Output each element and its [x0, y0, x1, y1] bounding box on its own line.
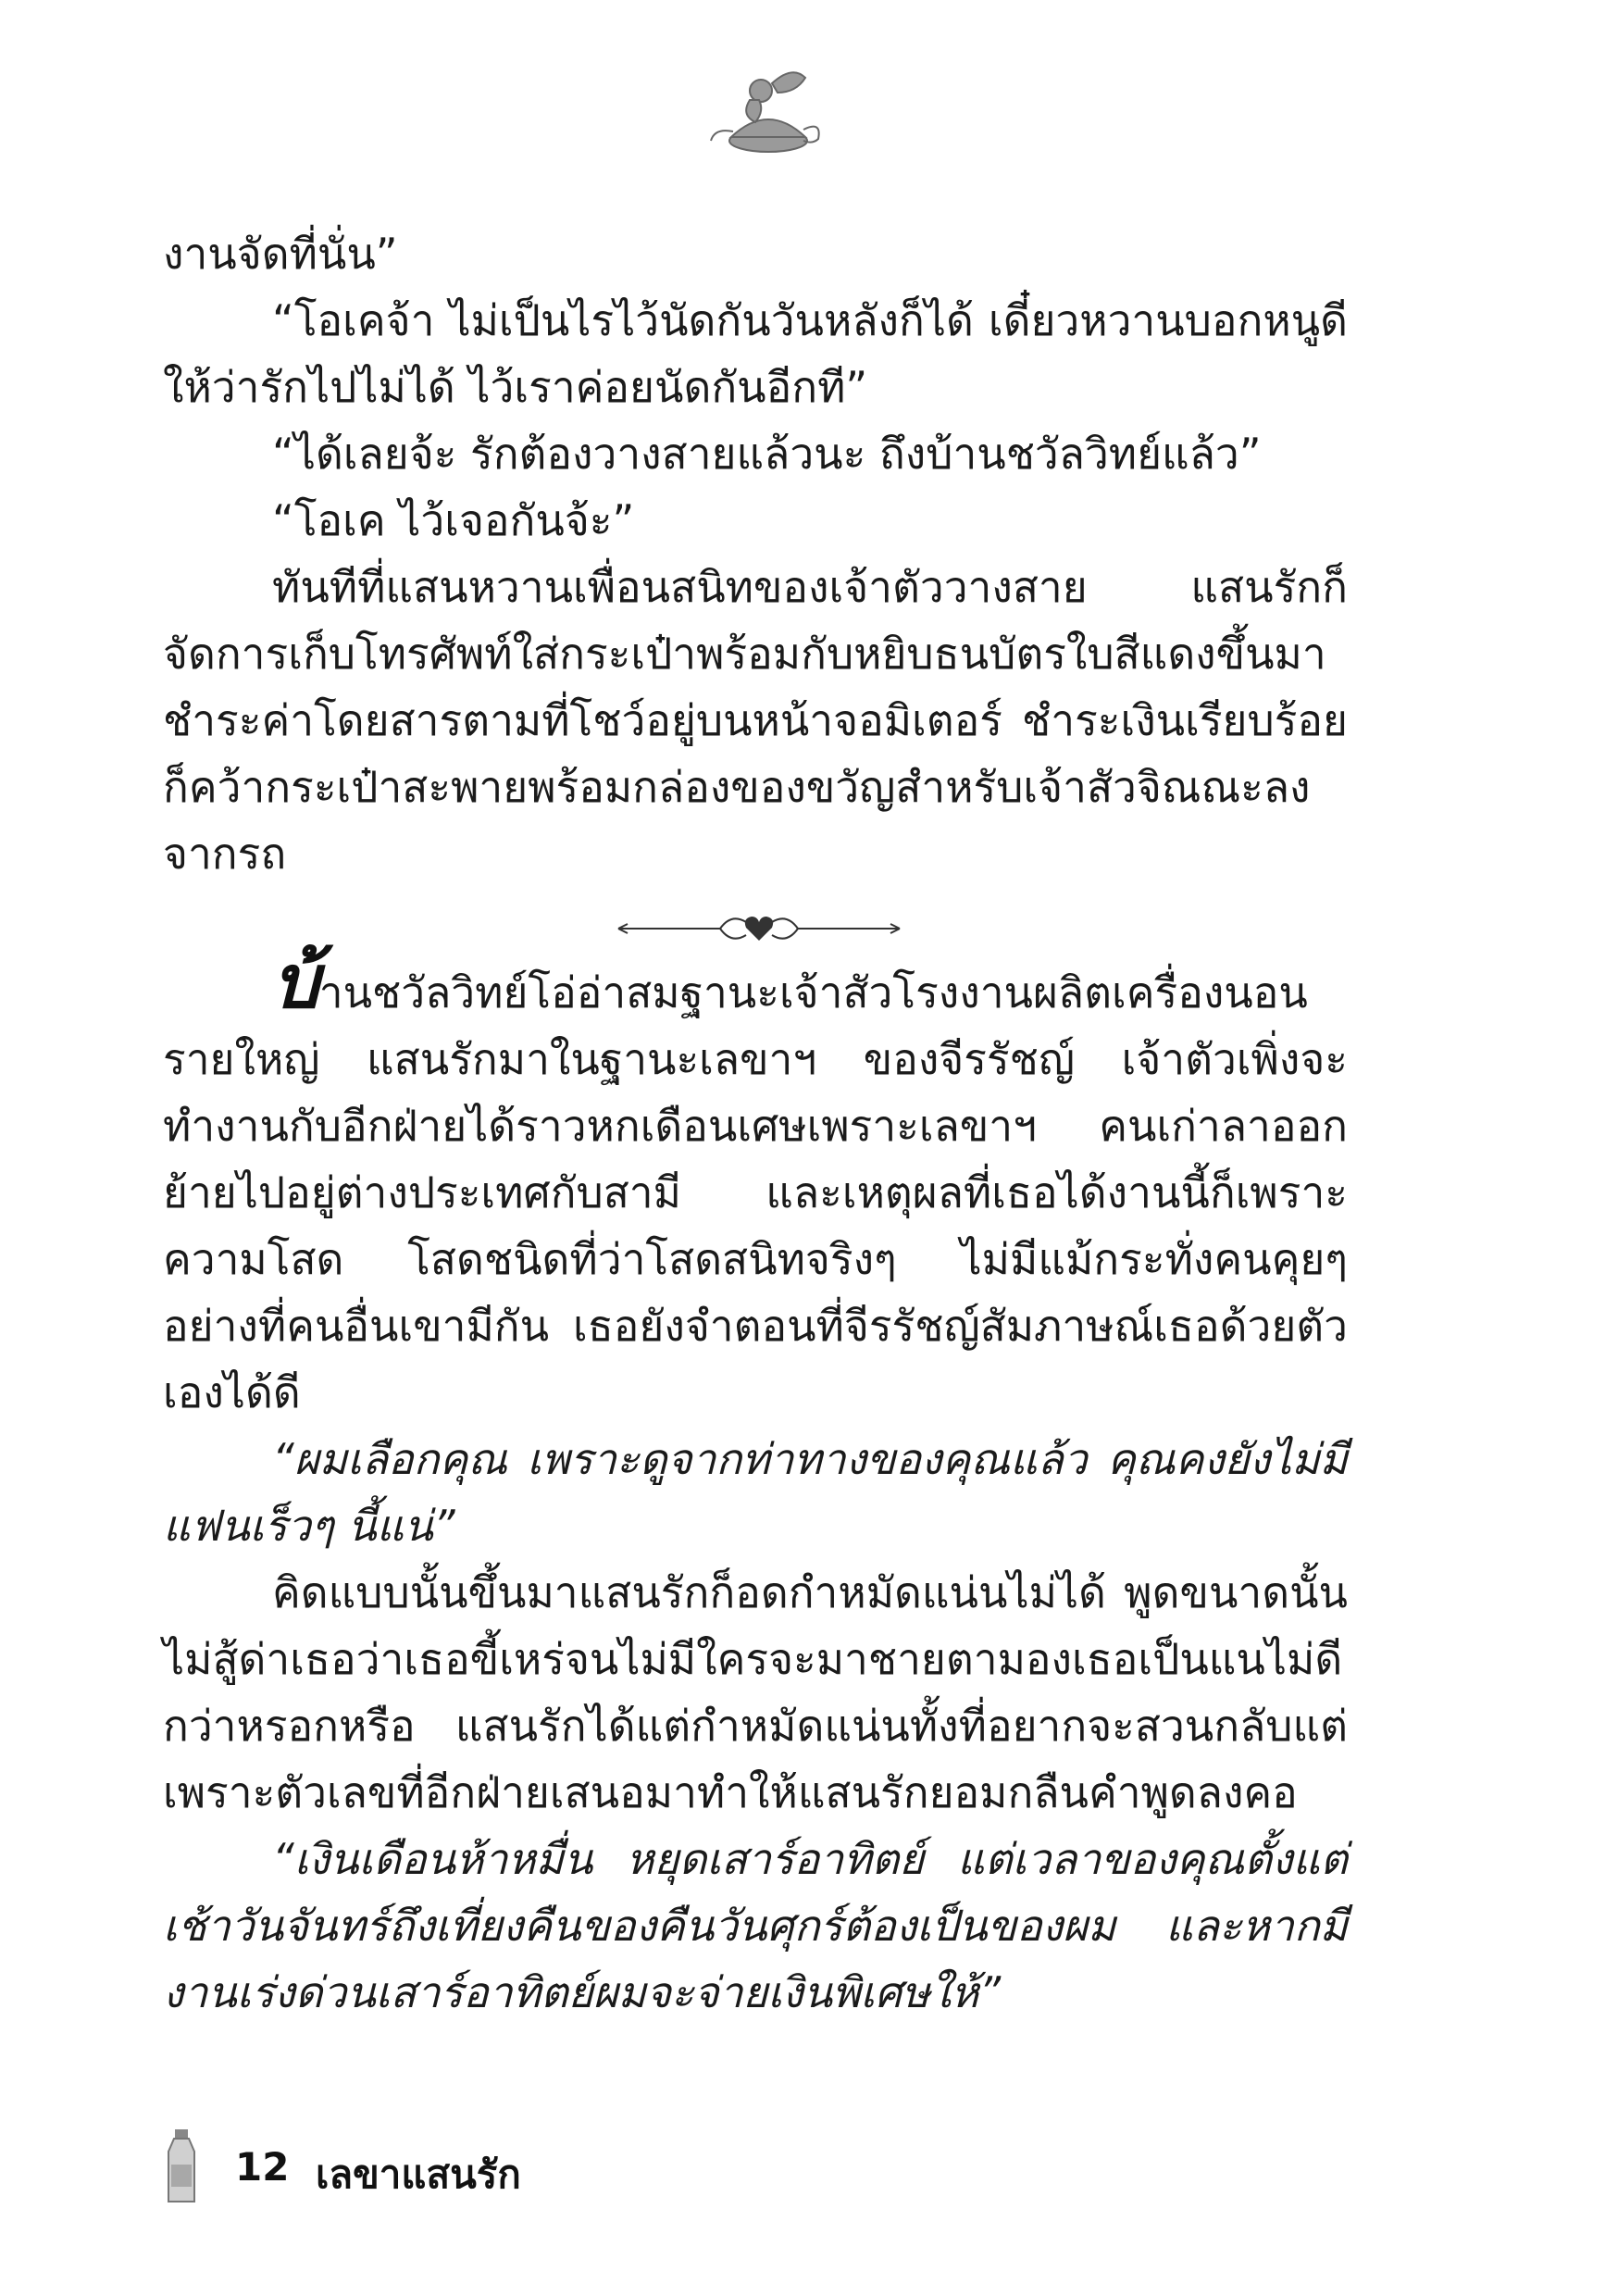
paragraph-text: านชวัลวิทย์โอ่อ่าสมฐานะเจ้าสัวโรงงานผลิตเครื่องนอนรายใหญ่ แสนรักมาในฐานะเลขาฯ ของจีรรัชญ์ เจ้าตัวเพิ่งจะทำงานกับอีกฝ่ายได้ราวหกเดือนเศษเพราะเลขาฯ คนเก่าลาออกย้ายไปอยู่ต่างประเทศกับสามี และเหตุผลที่เธอได้งานนี้ก็เพราะความโสด โสดชนิดที่ว่าโสดสนิทจริงๆ ไม่มีแม้กระทั่งคนคุยๆ อย่างที่คนอื่นเขามีกัน เธอยังจำตอนที่จีรรัชญ์สัมภาษณ์เธอด้วยตัวเองได้ดี [163, 967, 1348, 1417]
page-footer [163, 2128, 811, 2211]
bottle-icon [163, 2128, 200, 2205]
paragraph: “โอเคจ้า ไม่เป็นไรไว้นัดกันวันหลังก็ได้ เดี๋ยวหวานบอกหนูดีให้ว่ารักไปไม่ได้ ไว้เราค่อยนัดกันอีกที” [163, 295, 1348, 412]
paragraph [163, 938, 1348, 1426]
paragraph: “โอเค ไว้เจอกันจ้ะ” [272, 495, 635, 545]
heart-ornament-icon [611, 905, 907, 952]
paragraph: คิดแบบนั้นขึ้นมาแสนรักก็อดกำหมัดแน่นไม่ได้ พูดขนาดนั้นไม่สู้ด่าเธอว่าเธอขี้เหร่จนไม่มีใครจะมาชายตามองเธอเป็นแนไม่ดีกว่าหรอกหรือ แสนรักได้แต่กำหมัดแน่นทั้งที่อยากจะสวนกลับแต่เพราะตัวเลขที่อีกฝ่ายเสนอมาทำให้แสนรักยอมกลืนคำพูดลงคอ [163, 1567, 1348, 1817]
book-title: เลขาแสนรัก [316, 2152, 521, 2197]
paragraph: “เงินเดือนห้าหมื่น หยุดเสาร์อาทิตย์ แต่เวลาของคุณตั้งแต่เช้าวันจันทร์ถึงเที่ยงคืนของคืนวันศุกร์ต้องเป็นของผม และหากมีงานเร่งด่วนเสาร์อาทิตย์ผมจะจ่ายเงินพิเศษให้” [163, 1834, 1348, 2017]
page-number: 12 [235, 2144, 290, 2190]
paragraph: “ได้เลยจ้ะ รักต้องวางสายแล้วนะ ถึงบ้านชวัลวิทย์แล้ว” [272, 429, 1262, 479]
paragraph: ทันทีที่แสนหวานเพื่อนสนิทของเจ้าตัววางสาย แสนรักก็จัดการเก็บโทรศัพท์ใส่กระเป๋าพร้อมกับหยิบธนบัตรใบสีแดงขึ้นมาชำระค่าโดยสารตามที่โชว์อยู่บนหน้าจอมิเตอร์ ชำระเงินเรียบร้อยก็คว้ากระเป๋าสะพายพร้อมกล่องของขวัญสำหรับเจ้าสัวจิณณะลงจากรถ [163, 562, 1348, 879]
paragraph: งานจัดที่นั่น” [163, 229, 398, 279]
cherub-teapot-icon [703, 56, 833, 167]
paragraph: “ผมเลือกคุณ เพราะดูจากท่าทางของคุณแล้ว คุณคงยังไม่มีแฟนเร็วๆ นี้แน่” [163, 1434, 1348, 1551]
body-text-bottom [163, 938, 1348, 2026]
body-text-top [163, 220, 1348, 887]
drop-cap: บ้ [272, 938, 319, 1025]
